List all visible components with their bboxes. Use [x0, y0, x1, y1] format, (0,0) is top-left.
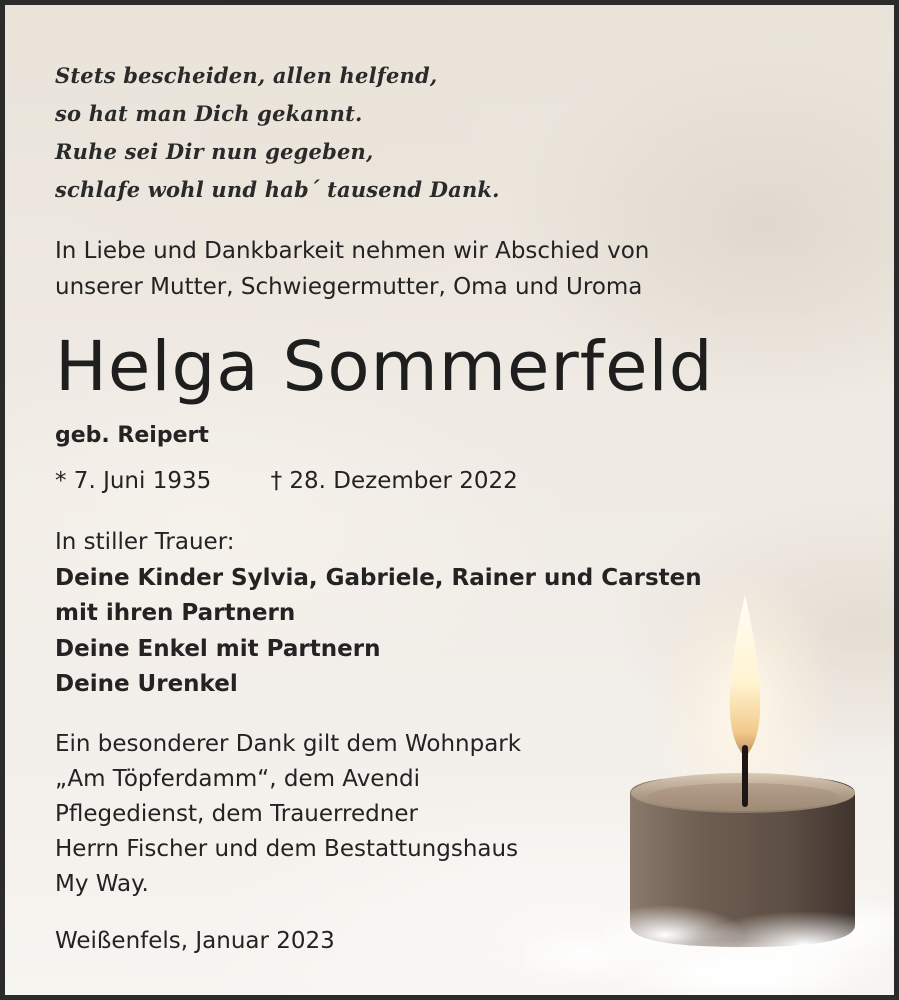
mourner-line: Deine Urenkel: [55, 671, 238, 697]
mourner-line: Deine Enkel mit Partnern: [55, 635, 381, 662]
candle-icon: [605, 575, 895, 995]
mourners-heading: In stiller Trauer:: [55, 529, 235, 555]
poem-line: so hat man Dich gekannt.: [55, 101, 363, 126]
poem-line: Ruhe sei Dir nun gegeben,: [55, 139, 374, 164]
intro-line: unserer Mutter, Schwiegermutter, Oma und Uroma: [55, 274, 643, 300]
life-dates: [55, 463, 518, 499]
thanks-line: Herrn Fischer und dem Bestattungshaus: [55, 836, 519, 862]
deceased-name: Helga Sommerfeld: [55, 327, 714, 407]
mourner-line: mit ihren Partnern: [55, 600, 296, 626]
poem: [55, 57, 500, 209]
place-date: Weißenfels, Januar 2023: [55, 928, 335, 954]
candle-image: [605, 575, 895, 995]
thanks-line: My Way.: [55, 871, 149, 897]
intro-line: In Liebe und Dankbarkeit nehmen wir Abschied von: [55, 238, 650, 264]
maiden-name: geb. Reipert: [55, 423, 209, 448]
death-date: † 28. Dezember 2022: [270, 468, 518, 494]
birth-date: * 7. Juni 1935: [55, 468, 212, 494]
poem-line: schlafe wohl und hab´ tausend Dank.: [55, 177, 500, 202]
intro-text: [55, 233, 649, 305]
mourner-line: Deine Kinder Sylvia, Gabriele, Rainer und Carsten: [55, 564, 702, 591]
thanks-line: Ein besonderer Dank gilt dem Wohnpark: [55, 731, 522, 757]
thanks-line: Pflegedienst, dem Trauerredner: [55, 801, 418, 827]
thanks-text: [55, 727, 521, 902]
thanks-line: „Am Töpferdamm“, dem Avendi: [55, 766, 421, 792]
poem-line: Stets bescheiden, allen helfend,: [55, 63, 438, 88]
